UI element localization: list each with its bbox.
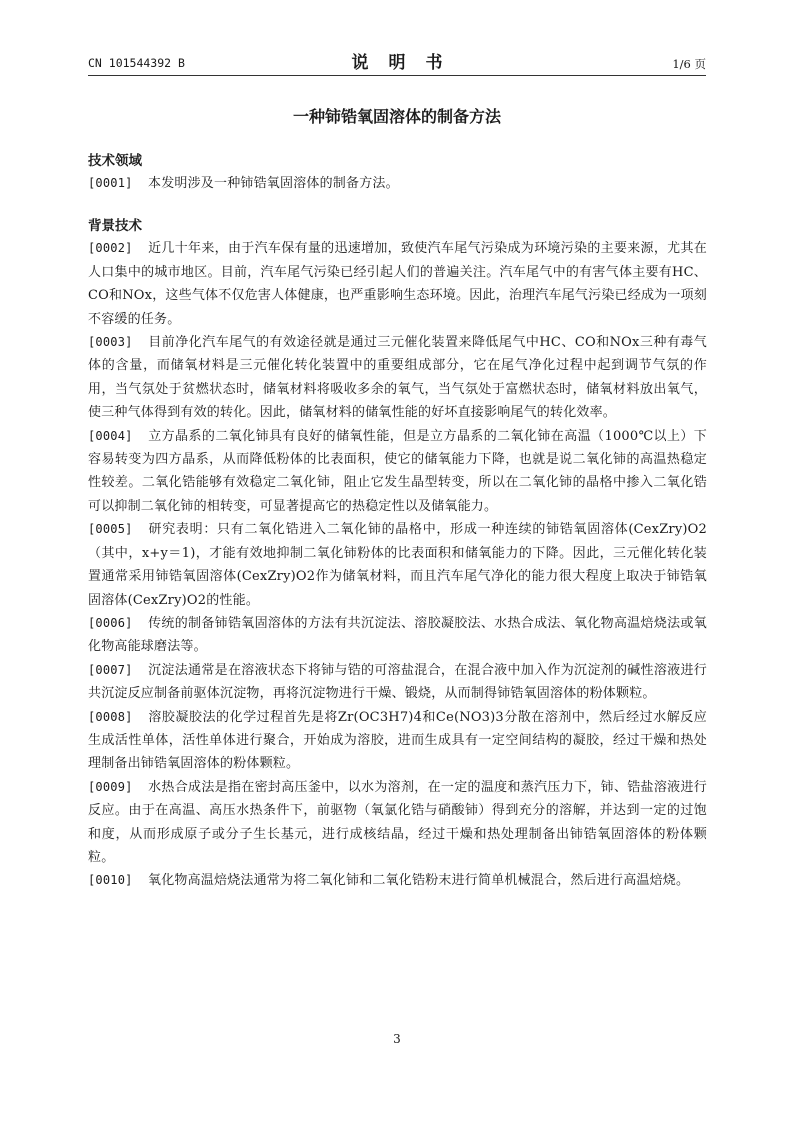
paragraph-number: [0008] (88, 709, 133, 724)
paragraph-number: [0004] (88, 428, 133, 443)
paragraph-number: [0009] (88, 779, 133, 794)
paragraph-0006 (88, 612, 707, 659)
paragraph-0005 (88, 518, 707, 612)
paragraph-0007 (88, 659, 707, 706)
page-number: 3 (393, 1032, 401, 1046)
paragraph-text: 氧化物高温焙烧法通常为将二氧化铈和二氧化锆粉末进行简单机械混合，然后进行高温焙烧。 (148, 873, 690, 889)
paragraph-0001 (88, 172, 707, 195)
patent-number: CN 101544392 B (88, 56, 185, 70)
paragraph-text: 立方晶系的二氧化铈具有良好的储氧性能，但是立方晶系的二氧化铈在高温（1000℃以上）下容易转变为四方晶系，从而降低粉体的比表面积，使它的储氧能力下降，也就是说二氧化铈的高温热稳定性较差。二氧化锆能够有效稳定二氧化铈，阻止它发生晶型转变，所以在二氧化铈的晶格中掺入二氧化锆可以抑制二氧化铈的相转变，可显著提高它的热稳定性以及储氧能力。 (88, 428, 707, 514)
paragraph-0010 (88, 869, 707, 892)
paragraph-text: 本发明涉及一种铈锆氧固溶体的制备方法。 (148, 176, 399, 191)
document-type: 说明书 (351, 53, 463, 73)
paragraph-number: [0007] (88, 662, 133, 677)
paragraph-number: [0010] (88, 873, 133, 888)
paragraph-text: 近几十年来，由于汽车保有量的迅速增加，致使汽车尾气污染成为环境污染的主要来源，尤其在人口集中的城市地区。目前，汽车尾气污染已经引起人们的普遍关注。汽车尾气中的有害气体主要有HC、CO和NOx，这些气体不仅危害人体健康，也严重影响生态环境。因此，治理汽车尾气污染已经成为一项刻不容缓的任务。 (88, 241, 707, 327)
page-header (88, 48, 706, 72)
document-body (88, 150, 707, 893)
document-title: 一种铈锆氧固溶体的制备方法 (292, 107, 501, 126)
paragraph-0004 (88, 425, 707, 519)
paragraph-number: [0006] (88, 615, 133, 630)
section-heading-background: 背景技术 (88, 218, 142, 235)
paragraph-0002 (88, 237, 707, 331)
header-rule (88, 75, 706, 76)
paragraph-text: 研究表明：只有二氧化锆进入二氧化铈的晶格中，形成一种连续的铈锆氧固溶体(CexZry)O2（其中，x+y＝1)，才能有效地抑制二氧化铈粉体的比表面积和储氧能力的下降。因此，三元催化转化装置通常采用铈锆氧固溶体(CexZry)O2作为储氧材料，而且汽车尾气净化的能力很大程度上取决于铈锆氧固溶体(CexZry)O2的性能。 (88, 522, 707, 608)
paragraph-text: 溶胶凝胶法的化学过程首先是将Zr(OC3H7)4和Ce(NO3)3分散在溶剂中，然后经过水解反应生成活性单体，活性单体进行聚合，开始成为溶胶，进而生成具有一定空间结构的凝胶，经过干燥和热处理制备出铈锆氧固溶体的粉体颗粒。 (88, 709, 707, 772)
paragraph-0009 (88, 776, 707, 870)
paragraph-number: [0002] (88, 241, 133, 256)
paragraph-number: [0001] (88, 176, 133, 190)
paragraph-0003 (88, 331, 707, 425)
section-heading-technical-field: 技术领域 (88, 153, 142, 169)
page-of: 1/6 页 (672, 57, 706, 71)
paragraph-text: 目前净化汽车尾气的有效途径就是通过三元催化装置来降低尾气中HC、CO和NOx三种有毒气体的含量，而储氧材料是三元催化转化装置中的重要组成部分，它在尾气净化过程中起到调节气氛的作用，当气氛处于贫燃状态时，储氧材料将吸收多余的氧气，当气氛处于富燃状态时，储氧材料放出氧气，使三种气体得到有效的转化。因此，储氧材料的储氧性能的好坏直接影响尾气的转化效率。 (88, 335, 707, 421)
paragraph-number: [0003] (88, 335, 133, 350)
paragraph-text: 沉淀法通常是在溶液状态下将铈与锆的可溶盐混合，在混合液中加入作为沉淀剂的碱性溶液进行共沉淀反应制备前驱体沉淀物，再将沉淀物进行干燥、锻烧，从而制得铈锆氧固溶体的粉体颗粒。 (88, 662, 707, 702)
paragraph-0008 (88, 706, 707, 776)
paragraph-text: 传统的制备铈锆氧固溶体的方法有共沉淀法、溶胶凝胶法、水热合成法、氧化物高温焙烧法或氧化物高能球磨法等。 (88, 615, 707, 655)
paragraph-number: [0005] (88, 522, 133, 537)
paragraph-text: 水热合成法是指在密封高压釜中，以水为溶剂，在一定的温度和蒸汽压力下，铈、锆盐溶液进行反应。由于在高温、高压水热条件下，前驱物（氧氯化锆与硝酸铈）得到充分的溶解，并达到一定的过饱和度，从而形成原子或分子生长基元，进行成核结晶，经过干燥和热处理制备出铈锆氧固溶体的粉体颗粒。 (88, 779, 707, 865)
